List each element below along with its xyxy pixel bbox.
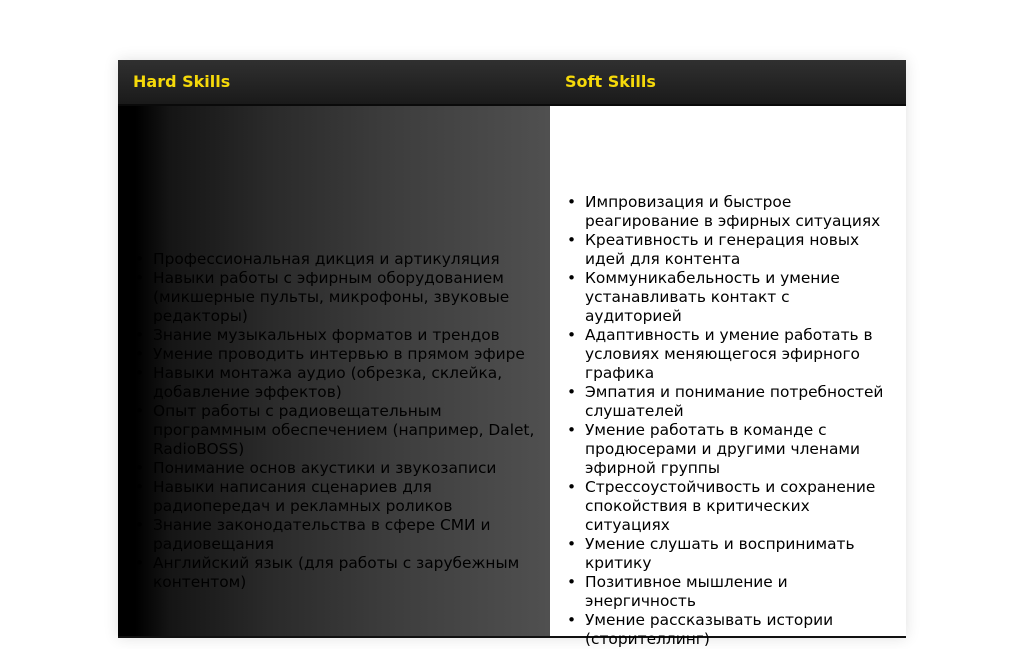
list-item: • Умение слушать и воспринимать критику [550, 535, 890, 573]
header-hard-skills: Hard Skills [133, 72, 231, 91]
list-item: • Эмпатия и понимание потребностей слушателей [550, 383, 890, 421]
list-item: • Знание музыкальных форматов и трендов [118, 326, 542, 345]
list-item: • Позитивное мышление и энергичность [550, 573, 890, 611]
list-item: • Навыки написания сценариев для радиопередач и рекламных роликов [118, 478, 542, 516]
list-item: • Навыки монтажа аудио (обрезка, склейка, добавление эффектов) [118, 364, 542, 402]
list-item: • Умение работать в команде с продюсерами и другими членами эфирной группы [550, 421, 890, 478]
list-item: • Стрессоустойчивость и сохранение спокойствия в критических ситуациях [550, 478, 890, 535]
list-item: • Опыт работы с радиовещательным программным обеспечением (например, Dalet, RadioBOSS) [118, 402, 542, 459]
list-item: • Знание законодательства в сфере СМИ и радиовещания [118, 516, 542, 554]
list-item: • Импровизация и быстрое реагирование в эфирных ситуациях [550, 193, 890, 231]
hard-skills-cell [118, 106, 550, 636]
list-item: • Умение рассказывать истории (сторителлинг) [550, 611, 890, 649]
header-soft-skills: Soft Skills [565, 72, 656, 91]
table-header-row [118, 60, 906, 106]
list-item: • Коммуникабельность и умение устанавливать контакт с аудиторией [550, 269, 890, 326]
list-item: • Умение проводить интервью в прямом эфире [118, 345, 542, 364]
list-item: • Английский язык (для работы с зарубежным контентом) [118, 554, 542, 592]
list-item: • Профессиональная дикция и артикуляция [118, 250, 542, 269]
hard-skills-list [118, 250, 542, 592]
list-item: • Навыки работы с эфирным оборудованием (микшерные пульты, микрофоны, звуковые редакторы) [118, 269, 542, 326]
soft-skills-list [550, 193, 890, 649]
table-body-row [118, 106, 906, 648]
list-item: • Понимание основ акустики и звукозаписи [118, 459, 542, 478]
list-item: • Креативность и генерация новых идей для контента [550, 231, 890, 269]
list-item: • Адаптивность и умение работать в условиях меняющегося эфирного графика [550, 326, 890, 383]
skills-table [118, 60, 906, 648]
soft-skills-cell [550, 106, 906, 648]
